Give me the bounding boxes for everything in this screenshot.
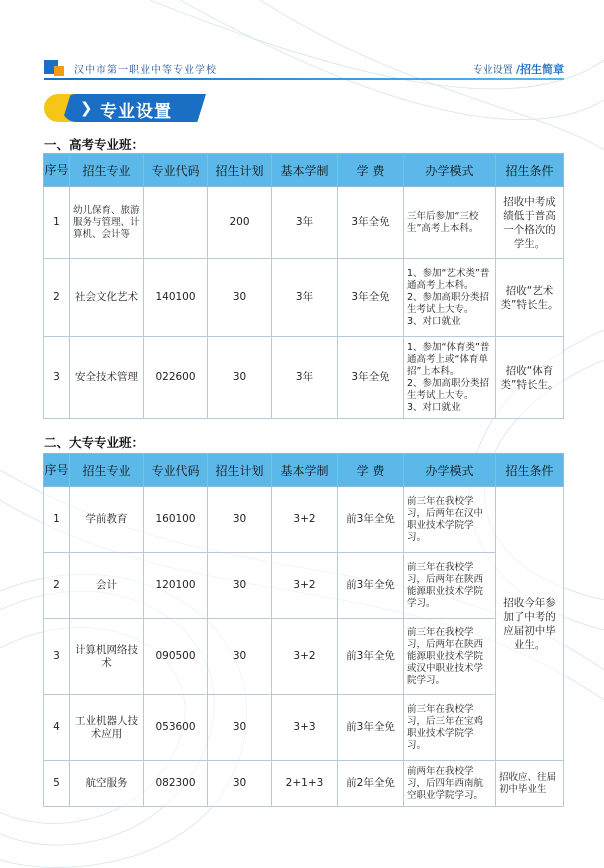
cell-years: 3+3 — [272, 695, 338, 761]
table-row — [44, 259, 564, 337]
table-row — [44, 761, 564, 807]
column-header: 基本学制 — [272, 154, 338, 187]
column-header: 招生计划 — [208, 154, 272, 187]
cell-major: 会计 — [70, 553, 144, 619]
cell-fee: 3年全免 — [338, 259, 404, 337]
cell-cond-group: 招收今年参加了中考的应届初中毕业生。 — [496, 487, 564, 761]
cell-years: 3+2 — [272, 487, 338, 553]
cell-years: 3+2 — [272, 553, 338, 619]
cell-plan: 30 — [208, 337, 272, 419]
header-divider — [44, 78, 564, 80]
cell-major: 工业机器人技术应用 — [70, 695, 144, 761]
cell-years: 3+2 — [272, 619, 338, 695]
cell-mode: 前三年在我校学习，后两年在陕西能源职业技术学院 或汉中职业技术学院学习。 — [404, 619, 496, 695]
header-section-label: 专业设置 — [472, 65, 513, 76]
cell-code: 053600 — [144, 695, 208, 761]
cell-mode: 前三年在我校学习，后两年在陕西能源职业技术学院学习。 — [404, 553, 496, 619]
cell-no: 4 — [44, 695, 70, 761]
cell-fee: 前3年全免 — [338, 695, 404, 761]
column-header: 学 费 — [338, 454, 404, 487]
cell-code: 022600 — [144, 337, 208, 419]
header-section — [473, 61, 564, 77]
table-row — [44, 337, 564, 419]
school-logo-icon — [44, 60, 66, 76]
cell-mode: 1、参加“艺术类”普通高考上本科。 2、参加高职分类招生考试上大专。 3、对口就业 — [404, 259, 496, 337]
cell-fee: 前3年全免 — [338, 553, 404, 619]
section-heading-gaokao: 一、高考专业班： — [44, 137, 145, 152]
cell-plan: 30 — [208, 487, 272, 553]
cell-no: 2 — [44, 553, 70, 619]
cell-plan: 30 — [208, 761, 272, 807]
cell-fee: 前3年全免 — [338, 619, 404, 695]
cell-code: 120100 — [144, 553, 208, 619]
column-header: 序号 — [44, 454, 70, 487]
cell-cond: 招收应、往届初中毕业生 — [496, 761, 564, 807]
column-header: 专业代码 — [144, 454, 208, 487]
cell-mode: 前三年在我校学习，后两年在汉中职业技术学院学习。 — [404, 487, 496, 553]
cell-major: 学前教育 — [70, 487, 144, 553]
cell-mode: 前两年在我校学习，后四年西南航空职业学院学习。 — [404, 761, 496, 807]
cell-years: 3年 — [272, 187, 338, 259]
cell-fee: 3年全免 — [338, 337, 404, 419]
column-header: 基本学制 — [272, 454, 338, 487]
cell-code: 082300 — [144, 761, 208, 807]
column-header: 办学模式 — [404, 454, 496, 487]
cell-no: 1 — [44, 187, 70, 259]
column-header: 招生条件 — [496, 454, 564, 487]
cell-plan: 30 — [208, 619, 272, 695]
cell-plan: 200 — [208, 187, 272, 259]
cell-no: 3 — [44, 337, 70, 419]
cell-no: 3 — [44, 619, 70, 695]
cell-mode: 前三年在我校学习，后三年在宝鸡职业技术学院学习。 — [404, 695, 496, 761]
cell-years: 2+1+3 — [272, 761, 338, 807]
table-row — [44, 619, 564, 695]
table-row — [44, 187, 564, 259]
cell-major: 航空服务 — [70, 761, 144, 807]
cell-code — [144, 187, 208, 259]
column-header: 办学模式 — [404, 154, 496, 187]
cell-plan: 30 — [208, 259, 272, 337]
column-header: 招生计划 — [208, 454, 272, 487]
chevron-right-icon: ❯ — [80, 99, 93, 117]
cell-cond: 招收“艺术类”特长生。 — [496, 259, 564, 337]
table-row — [44, 695, 564, 761]
header-school-name: 汉中市第一职业中等专业学校 — [74, 65, 217, 76]
cell-major: 社会文化艺术 — [70, 259, 144, 337]
section-heading-dazhuan: 二、大专专业班： — [44, 435, 145, 450]
cell-years: 3年 — [272, 337, 338, 419]
cell-major: 安全技术管理 — [70, 337, 144, 419]
cell-mode: 三年后参加“三校生”高考上本科。 — [404, 187, 496, 259]
cell-code: 090500 — [144, 619, 208, 695]
cell-major: 幼儿保育、旅游服务与管理、计算机、会计等 — [70, 187, 144, 259]
cell-cond: 招收中考成绩低于普高一个格次的学生。 — [496, 187, 564, 259]
cell-no: 1 — [44, 487, 70, 553]
cell-no: 5 — [44, 761, 70, 807]
cell-fee: 前3年全免 — [338, 487, 404, 553]
cell-no: 2 — [44, 259, 70, 337]
column-header: 招生专业 — [70, 454, 144, 487]
cell-cond: 招收“体育类”特长生。 — [496, 337, 564, 419]
column-header: 招生专业 — [70, 154, 144, 187]
cell-code: 160100 — [144, 487, 208, 553]
column-header: 招生条件 — [496, 154, 564, 187]
gaokao-table — [43, 153, 564, 419]
title-banner — [44, 94, 206, 122]
cell-code: 140100 — [144, 259, 208, 337]
header-brochure-label: /招生简章 — [515, 63, 564, 76]
dazhuan-table — [43, 453, 564, 807]
page-title: 专业设置 — [100, 102, 172, 122]
column-header: 序号 — [44, 154, 70, 187]
table-row — [44, 553, 564, 619]
cell-plan: 30 — [208, 553, 272, 619]
table-row — [44, 487, 564, 553]
column-header: 专业代码 — [144, 154, 208, 187]
cell-mode: 1、参加“体育类”普通高考上或“体育单招”上本科。 2、参加高职分类招生考试上大专。 3、对口就业 — [404, 337, 496, 419]
cell-fee: 3年全免 — [338, 187, 404, 259]
cell-years: 3年 — [272, 259, 338, 337]
cell-fee: 前2年全免 — [338, 761, 404, 807]
cell-plan: 30 — [208, 695, 272, 761]
table-header-row — [44, 454, 564, 487]
column-header: 学 费 — [338, 154, 404, 187]
table-header-row — [44, 154, 564, 187]
cell-major: 计算机网络技术 — [70, 619, 144, 695]
